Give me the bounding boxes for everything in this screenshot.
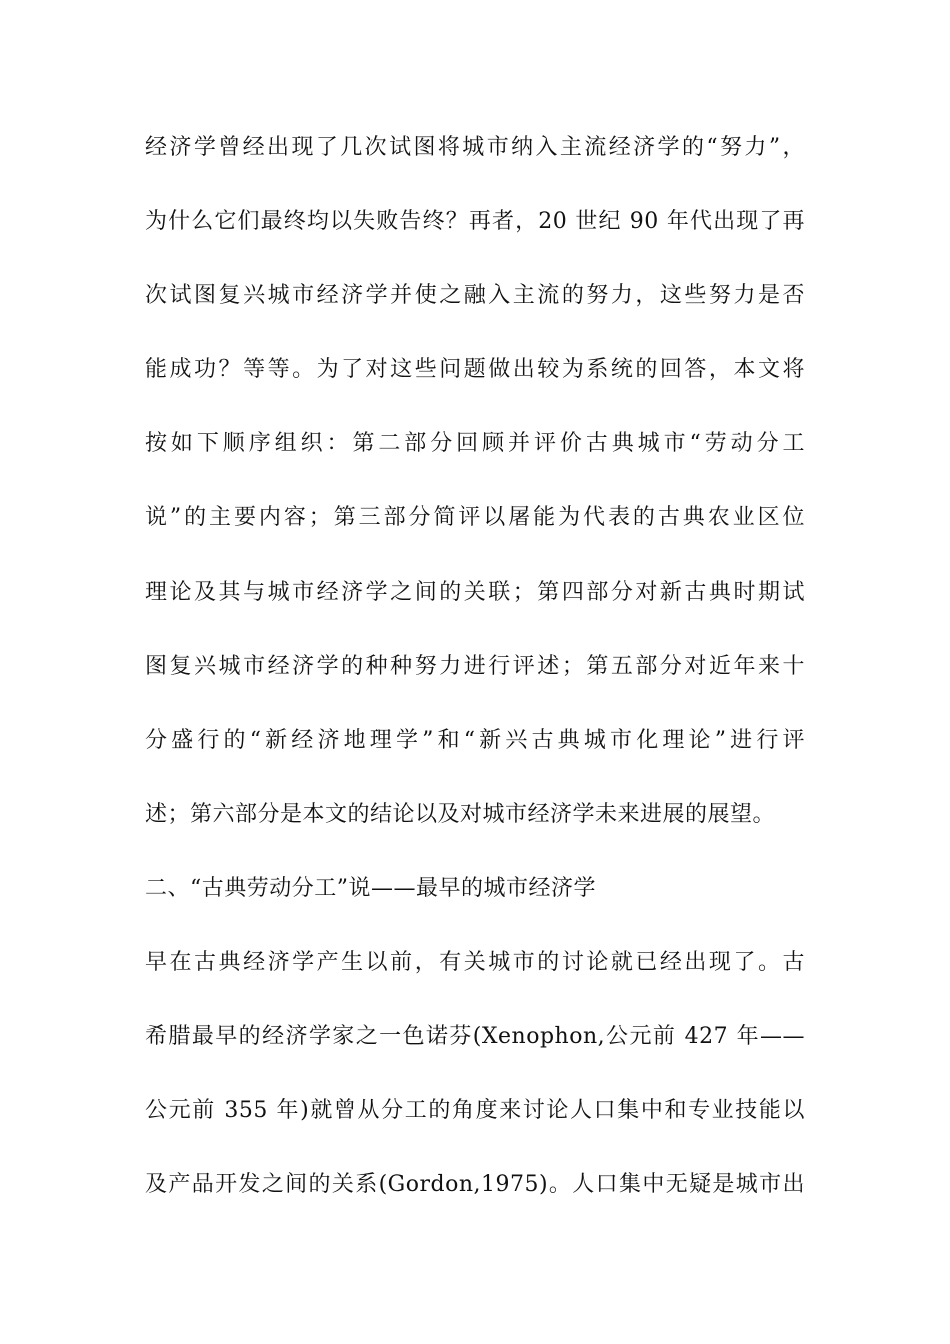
paragraph-line: 希腊最早的经济学家之一色诺芬(Xenophon,公元前 427 年—— bbox=[145, 1024, 805, 1050]
paragraph-line: 述；第六部分是本文的结论以及对城市经济学未来进展的展望。 bbox=[145, 801, 776, 827]
paragraph-line: 按如下顺序组织：第二部分回顾并评价古典城市“劳动分工 bbox=[145, 431, 805, 457]
paragraph-line: 说”的主要内容；第三部分简评以屠能为代表的古典农业区位 bbox=[145, 505, 805, 531]
body-text bbox=[145, 126, 805, 1237]
paragraph-line: 次试图复兴城市经济学并使之融入主流的努力，这些努力是否 bbox=[145, 283, 805, 309]
paragraph-line: 图复兴城市经济学的种种努力进行评述；第五部分对近年来十 bbox=[145, 653, 805, 679]
paragraph-line: 分盛行的“新经济地理学”和“新兴古典城市化理论”进行评 bbox=[145, 727, 805, 753]
paragraph-line: 及产品开发之间的关系(Gordon,1975)。人口集中无疑是城市出 bbox=[145, 1172, 805, 1198]
paragraph-line: 公元前 355 年)就曾从分工的角度来讨论人口集中和专业技能以 bbox=[145, 1098, 805, 1124]
section-heading: 二、“古典劳动分工”说——最早的城市经济学 bbox=[145, 875, 596, 901]
paragraph-line: 理论及其与城市经济学之间的关联；第四部分对新古典时期试 bbox=[145, 579, 805, 605]
paragraph-line: 早在古典经济学产生以前，有关城市的讨论就已经出现了。古 bbox=[145, 950, 805, 976]
paragraph-line: 为什么它们最终均以失败告终？再者，20 世纪 90 年代出现了再 bbox=[145, 209, 805, 235]
paragraph-line: 经济学曾经出现了几次试图将城市纳入主流经济学的“努力”， bbox=[145, 135, 805, 160]
paragraph-line: 能成功？等等。为了对这些问题做出较为系统的回答，本文将 bbox=[145, 357, 805, 383]
